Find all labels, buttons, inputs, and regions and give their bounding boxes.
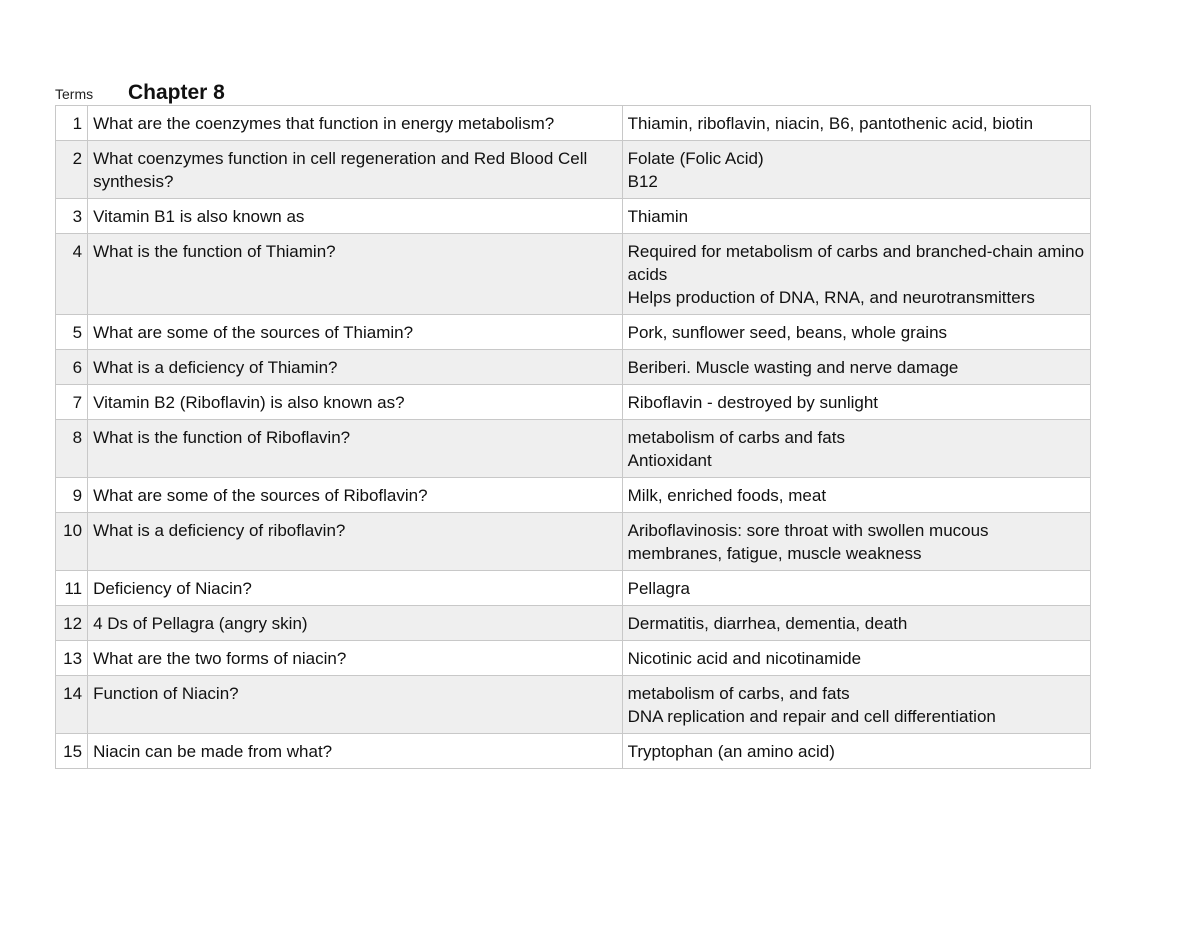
row-number: 13 bbox=[56, 641, 88, 676]
answer-cell: Required for metabolism of carbs and branched-chain amino acids Helps production of DNA, RNA, and neurotransmitters bbox=[622, 234, 1090, 315]
table-row bbox=[56, 350, 1091, 385]
table-row bbox=[56, 676, 1091, 734]
question-cell: What is a deficiency of riboflavin? bbox=[88, 513, 623, 571]
table-row bbox=[56, 315, 1091, 350]
terms-table bbox=[55, 105, 1091, 769]
table-row bbox=[56, 385, 1091, 420]
row-number: 15 bbox=[56, 734, 88, 769]
question-cell: Vitamin B2 (Riboflavin) is also known as? bbox=[88, 385, 623, 420]
question-cell: What are some of the sources of Thiamin? bbox=[88, 315, 623, 350]
table-row bbox=[56, 641, 1091, 676]
row-number: 2 bbox=[56, 141, 88, 199]
answer-cell: Ariboflavinosis: sore throat with swollen mucous membranes, fatigue, muscle weakness bbox=[622, 513, 1090, 571]
answer-cell: Pork, sunflower seed, beans, whole grains bbox=[622, 315, 1090, 350]
table-row bbox=[56, 606, 1091, 641]
answer-cell: Beriberi. Muscle wasting and nerve damage bbox=[622, 350, 1090, 385]
question-cell: Function of Niacin? bbox=[88, 676, 623, 734]
terms-label: Terms bbox=[55, 86, 94, 102]
answer-cell: metabolism of carbs, and fats DNA replication and repair and cell differentiation bbox=[622, 676, 1090, 734]
table-row bbox=[56, 571, 1091, 606]
table-row bbox=[56, 106, 1091, 141]
row-number: 7 bbox=[56, 385, 88, 420]
answer-cell: Thiamin, riboflavin, niacin, B6, pantothenic acid, biotin bbox=[622, 106, 1090, 141]
answer-cell: Tryptophan (an amino acid) bbox=[622, 734, 1090, 769]
question-cell: What coenzymes function in cell regeneration and Red Blood Cell synthesis? bbox=[88, 141, 623, 199]
row-number: 12 bbox=[56, 606, 88, 641]
question-cell: Deficiency of Niacin? bbox=[88, 571, 623, 606]
row-number: 6 bbox=[56, 350, 88, 385]
question-cell: Vitamin B1 is also known as bbox=[88, 199, 623, 234]
row-number: 14 bbox=[56, 676, 88, 734]
answer-cell: Nicotinic acid and nicotinamide bbox=[622, 641, 1090, 676]
row-number: 11 bbox=[56, 571, 88, 606]
question-cell: What are some of the sources of Riboflavin? bbox=[88, 478, 623, 513]
row-number: 5 bbox=[56, 315, 88, 350]
table-row bbox=[56, 478, 1091, 513]
table-row bbox=[56, 420, 1091, 478]
terms-table-body bbox=[56, 106, 1091, 769]
answer-cell: Dermatitis, diarrhea, dementia, death bbox=[622, 606, 1090, 641]
question-cell: What is a deficiency of Thiamin? bbox=[88, 350, 623, 385]
question-cell: 4 Ds of Pellagra (angry skin) bbox=[88, 606, 623, 641]
row-number: 4 bbox=[56, 234, 88, 315]
row-number: 9 bbox=[56, 478, 88, 513]
table-row bbox=[56, 234, 1091, 315]
question-cell: What are the two forms of niacin? bbox=[88, 641, 623, 676]
table-row bbox=[56, 199, 1091, 234]
answer-cell: Pellagra bbox=[622, 571, 1090, 606]
table-row bbox=[56, 513, 1091, 571]
table-row bbox=[56, 734, 1091, 769]
question-cell: What is the function of Riboflavin? bbox=[88, 420, 623, 478]
sheet-header bbox=[55, 78, 225, 105]
question-cell: Niacin can be made from what? bbox=[88, 734, 623, 769]
question-cell: What are the coenzymes that function in energy metabolism? bbox=[88, 106, 623, 141]
row-number: 8 bbox=[56, 420, 88, 478]
row-number: 1 bbox=[56, 106, 88, 141]
answer-cell: Milk, enriched foods, meat bbox=[622, 478, 1090, 513]
question-cell: What is the function of Thiamin? bbox=[88, 234, 623, 315]
answer-cell: Riboflavin - destroyed by sunlight bbox=[622, 385, 1090, 420]
row-number: 3 bbox=[56, 199, 88, 234]
answer-cell: Thiamin bbox=[622, 199, 1090, 234]
chapter-title: Chapter 8 bbox=[128, 81, 225, 104]
answer-cell: Folate (Folic Acid) B12 bbox=[622, 141, 1090, 199]
row-number: 10 bbox=[56, 513, 88, 571]
table-row bbox=[56, 141, 1091, 199]
answer-cell: metabolism of carbs and fats Antioxidant bbox=[622, 420, 1090, 478]
